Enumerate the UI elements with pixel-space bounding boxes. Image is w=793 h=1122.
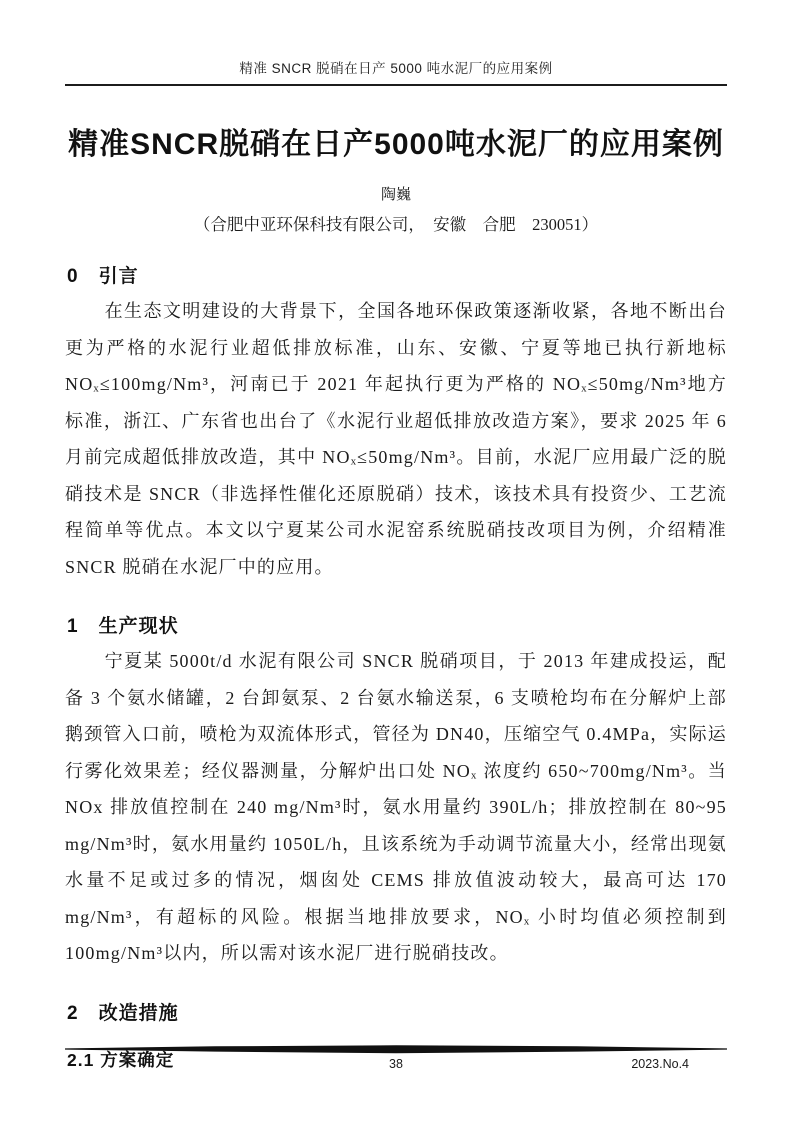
paragraph-introduction: 在生态文明建设的大背景下，全国各地环保政策逐渐收紧，各地不断出台更为严格的水泥行业超低排放标准，山东、安徽、宁夏等地已执行新地标 NOₓ≤100mg/Nm³，河南已于 2021 年起执行更为严格的 NOₓ≤50mg/Nm³地方标准，浙江、广东省也出台了《水泥行业超低排放改造方案》，要求 2025 年 6 月前完成超低排放改造，其中 NOₓ≤50mg/Nm³。目前，水泥厂应用最广泛的脱硝技术是 SNCR（非选择性催化还原脱硝）技术，该技术具有投资少、工艺流程简单等优点。本文以宁夏某公司水泥窑系统脱硝技改项目为例，介绍精准 SNCR 脱硝在水泥厂中的应用。 [65,301,727,577]
footer-rule [65,1045,727,1054]
section-heading-0-introduction: 0 引言 [67,266,139,288]
author-affiliation: （合肥中亚环保科技有限公司， 安徽 合肥 230051） [193,215,599,235]
author-name: 陶巍 [380,187,411,204]
page-footer [65,1045,727,1075]
page-number: 38 [389,1057,403,1071]
section-heading-2-retrofit-measures: 2 改造措施 [67,1002,179,1024]
header-rule [65,84,727,86]
running-header: 精准 SNCR 脱硝在日产 5000 吨水泥厂的应用案例 [239,61,553,76]
article-title: 精准SNCR脱硝在日产5000吨水泥厂的应用案例 [68,128,724,161]
issue-label: 2023.No.4 [631,1057,689,1071]
section-heading-2-1-scheme-determination: 2.1 方案确定 [67,1049,175,1070]
section-heading-1-production-status: 1 生产现状 [67,616,179,638]
footer-text-row [65,1057,727,1075]
paragraph-production-status: 宁夏某 5000t/d 水泥有限公司 SNCR 脱硝项目，于 2013 年建成投运，配备 3 个氨水储罐，2 台卸氨泵、2 台氨水输送泵，6 支喷枪均布在分解炉上部鹅颈管入口前，喷枪为双流体形式，管径为 DN40，压缩空气 0.4MPa，实际运行雾化效果差；经仪器测量，分解炉出口处 NOₓ 浓度约 650~700mg/Nm³。当 NOx 排放值控制在 240 mg/Nm³时，氨水用量约 390L/h；排放控制在 80~95 mg/Nm³时，氨水用量约 1050L/h，且该系统为手动调节流量大小，经常出现氨水量不足或过多的情况，烟囱处 CEMS 排放值波动较大，最高可达 170 mg/Nm³，有超标的风险。根据当地排放要求，NOₓ 小时均值必须控制到 100mg/Nm³以内，所以需对该水泥厂进行脱硝技改。 [65,651,727,964]
